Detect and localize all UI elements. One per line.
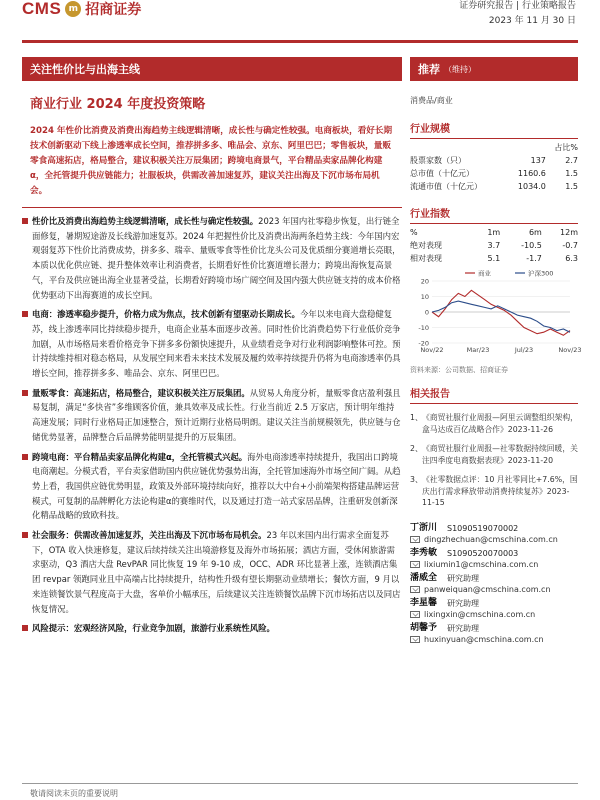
report-date: 2023 年 11 月 30 日 [488,16,576,26]
scale-row [410,180,578,193]
bullet-lead: 性价比及消费出海趋势主线逻辑清晰，成长性与确定性较强。 [32,216,259,226]
analyst-cert: S1090520070003 [447,548,519,558]
header-divider [22,40,578,43]
analyst-email[interactable]: dingzhechuan@cmschina.com.cn [424,535,558,544]
index-cell-label: 相对表现 [410,254,442,263]
rating-value: 推荐 [418,63,440,76]
index-header-12m: 12m [560,228,578,237]
scale-title: 行业规模 [410,120,578,139]
related-report-text: 《商贸社服行业周报—阿里云调整组织架构，盒马达成百亿战略合作》2023-11-26 [422,413,578,434]
chart-y-tick: 20 [420,277,429,286]
index-cell-m6: -1.7 [526,254,542,263]
index-header-1m: 1m [487,228,501,237]
summary-paragraph: 2024 年性价比消费及消费出海趋势主线逻辑清晰，成长性与确定性较强。电商板块，看好长期技术创新驱动下线上渗透率成长空间，推荐拼多多、唯品会、京东、阿里巴巴；零售板块，量贩零食高速拓店，格局整合，建议积极关注万辰集团；跨境电商景气，平台精品卖家品牌化构建α，全托管提升供应链能力；社服板块，供需改善加速复苏，建议关注出海及下沉市场布局机会。 [30,126,393,196]
rating-sub: （维持） [444,64,476,74]
email-icon [410,611,420,618]
chart-y-tick: 10 [420,293,429,301]
chart-y-tick: 0 [424,308,429,317]
scale-cell-pct: 2.7 [565,156,578,165]
main-column [22,57,402,641]
analyst-name: 李星馨 [410,597,438,608]
bullet-item [22,386,402,445]
bullet-lead: 量贩零食：高速拓店，格局整合，建议积极关注万辰集团。 [32,387,250,398]
analyst-cert: S1090519070002 [447,523,519,533]
bullet-item [22,528,402,616]
analyst-name: 丁浙川 [410,522,438,533]
bullet-lead: 跨境电商：平台精品卖家品牌化构建α，全托管模式兴起。 [32,451,248,462]
scale-section [410,120,578,193]
scale-cell-label: 股票家数（只） [410,156,466,165]
chart-y-tick: -10 [418,324,429,332]
scale-row [410,167,578,180]
related-report-item[interactable] [410,474,578,509]
chart-x-tick: Nov/22 [420,346,444,354]
index-cell-m1: 5.1 [487,254,501,263]
bullet-text: 23 年以来国内出行需求全面复苏下，OTA 收入快速修复，建议后续持续关注出境游修复及海外市场拓展；酒店方面，受休闲旅游需求驱动，Q3 酒店大盘 RevPAR 同比恢复 19 年 9-10 成，OCC、ADR 环比显著上涨，连锁酒店集团 revpar 领跑同业且中高端占比持续提升，结构性升级有望长期驱动业绩增长；餐饮方面，9 月以来连锁餐饮景气程度高于大盘，客单价小幅承压，后续建议关注连锁餐饮品牌下沉市场拓店以及同店恢复情况。 [32,530,401,614]
logo-badge-icon: m [65,1,81,17]
analyst-header [410,573,578,585]
scale-header: 占比% [554,143,578,152]
analyst-email[interactable]: lixiumin1@cmschina.com.cn [424,560,539,569]
index-header-6m: 6m [528,228,542,237]
bullet-lead: 电商：渗透率稳步提升，价格力成为焦点，技术创新有望驱动长期成长。 [32,309,300,320]
bullet-text: 从贸易人角度分析，量贩零食店盈利强且易复制，满足“多快省”多维顾客价值，兼具效率及成长性。行业当前近 2.5 万家店，预计明年维持高速发展；同时行业格局正加速整合，预计近期行业格局明朗。建议关注当前规模领先，供应链与仓储优势显著，品牌整合后品牌势能明显提升的万辰集团。 [32,387,401,442]
chart-legend-label: 商业 [478,269,491,278]
scale-cell-pct: 1.5 [565,169,578,178]
logo-chinese-name: 招商证券 [85,2,142,18]
analyst-cert: 研究助理 [447,598,480,608]
analyst-name: 潘威全 [410,572,438,583]
chart-x-tick: Mar/23 [466,346,490,354]
related-report-text: 《社零数据点评：10 月社零同比+7.6%，国庆出行需求释放带动消费持续复苏》2023-11-15 [422,475,578,507]
analyst-card [410,598,578,621]
analyst-cert: 研究助理 [447,573,480,583]
email-icon [410,586,420,593]
chart-x-tick: Jul/23 [514,346,534,354]
scale-table [410,141,578,193]
related-report-text: 《商贸社服行业周报—社零数据持续回暖，关注四季度电商数据表现》2023-11-20 [422,444,578,465]
footer-disclaimer: 敬请阅读末页的重要说明 [30,789,118,798]
bullet-text: 海外电商渗透率持续提升，我国出口跨境电商潮起。分模式看，平台卖家借助国内供应链优势强势出海，全托管加速海外市场空间广阔。从趋势上看，我国供应链优势明显，政策及外部环境持续向好，推荐以大中台+小前端架构搭建品牌运营模式，可复制的品牌孵化方法论构建α的赛维时代，以及通过打造一站式家居品牌，注重研发创新深化精品战略的致欧科技。 [32,451,401,521]
analyst-name: 李秀敏 [410,547,438,558]
scale-cell-label: 总市值（十亿元） [410,169,474,178]
bullet-item [22,307,402,381]
analyst-cert: 研究助理 [447,623,480,633]
analyst-list [410,523,578,646]
bullet-item [22,214,402,302]
chart-legend-label: 沪深300 [528,269,554,278]
index-cell-m6: -10.5 [521,241,542,250]
chart-y-tick: -20 [418,339,429,348]
index-chart [410,267,582,359]
analyst-email-row[interactable] [410,584,578,596]
analyst-email-row[interactable] [410,559,578,571]
related-list [410,412,578,509]
analyst-card [410,523,578,546]
analyst-card [410,573,578,596]
email-icon [410,561,420,568]
analyst-header [410,623,578,635]
footer-divider [22,783,578,784]
bullet-lead: 风险提示：宏观经济风险，行业竞争加剧，旅游行业系统性风险。 [32,623,275,634]
doc-type: 证券研究报告 | 行业策略报告 [459,1,576,11]
sidebar [410,57,582,646]
email-icon [410,636,420,643]
scale-cell-value: 1160.6 [517,169,546,178]
chart-x-tick: Nov/23 [558,346,582,354]
scale-cell-value: 137 [530,156,546,165]
bullet-lead: 社会服务：供需改善加速复苏，关注出海及下沉市场布局机会。 [32,530,267,541]
related-section [410,385,578,509]
analyst-card [410,623,578,646]
scale-cell-label: 流通市值（十亿元） [410,182,482,191]
analyst-email[interactable]: lixingxin@cmschina.com.cn [424,610,536,619]
index-table [410,226,578,265]
analyst-header [410,598,578,610]
analyst-card [410,548,578,571]
analyst-header [410,548,578,560]
logo-text: CMS [22,0,62,18]
bullet-text: 2023 年国内社零稳步恢复，出行链全面修复，暑期短途游及长线游加速复苏。2024 年把握性价比及消费出海两条趋势主线：今年国内宏观弱复苏下性价比消费成势，拼多多、瑞幸、量贩零食等性价比龙头公司及优质细分赛道增长亮眼，本质以优化供应链、提升整体效率让利消费者，长期看好性价比赛道增长潜力；跨境出海恢复高景气，平台及供应链出海全业显著受益，长期看好跨境市场广阔空间及国内强大供应链支持的成本价格优势驱动下出海赛道的成长空间。 [32,216,401,300]
summary-divider [22,207,402,208]
related-report-number: 3、 [410,475,423,484]
related-report-number: 2、 [410,444,423,453]
chart-series-line-0 [432,290,570,335]
company-logo [22,0,141,18]
scale-row [410,154,578,167]
topic-banner: 关注性价比与出海主线 [22,57,402,81]
analyst-email[interactable]: panweiquan@cmschina.com.cn [424,585,551,594]
bullet-item [22,621,402,636]
bullet-item [22,450,402,524]
sector-label: 消费品/商业 [410,96,453,105]
index-cell-m12: 6.3 [565,254,578,263]
analyst-header [410,523,578,535]
index-section [410,205,582,375]
index-row [410,239,578,252]
index-cell-m1: 3.7 [487,241,501,250]
related-report-item[interactable] [410,443,578,466]
analyst-email-row[interactable] [410,634,578,646]
scale-cell-pct: 1.5 [565,182,578,191]
rating-banner [410,57,578,81]
related-report-number: 1、 [410,413,423,422]
bullet-list [22,214,402,636]
report-title: 商业行业 2024 年度投资策略 [30,97,206,112]
index-header-unit: % [410,228,418,237]
index-title: 行业指数 [410,205,578,224]
chart-source: 资料来源：公司数据、招商证券 [410,366,508,374]
index-cell-m12: -0.7 [562,241,578,250]
analyst-email-row[interactable] [410,534,578,546]
related-title: 相关报告 [410,385,578,404]
analyst-name: 胡馨予 [410,622,438,633]
scale-cell-value: 1034.0 [517,182,546,191]
email-icon [410,536,420,543]
analyst-email[interactable]: huxinyuan@cmschina.com.cn [424,635,544,644]
index-cell-label: 绝对表现 [410,241,442,250]
index-row [410,252,578,265]
related-report-item[interactable] [410,412,578,435]
analyst-email-row[interactable] [410,609,578,621]
bullet-text: 今年以来电商大盘稳健复苏，线上渗透率同比持续稳步提升，电商企业基本面逐步改善。同时性价比消费趋势下行业低价竞争加剧，从市场格局来看价格竞争下拼多多份额快速提升，从业绩看竞争对行业利润影响整体可控。预计持续维持相对稳态格局，从发展空间来看未来技术发展及履约效率持续提升仍将为电商渗透率仍具增长空间，推荐拼多多、唯品会、京东、阿里巴巴。 [32,309,401,379]
